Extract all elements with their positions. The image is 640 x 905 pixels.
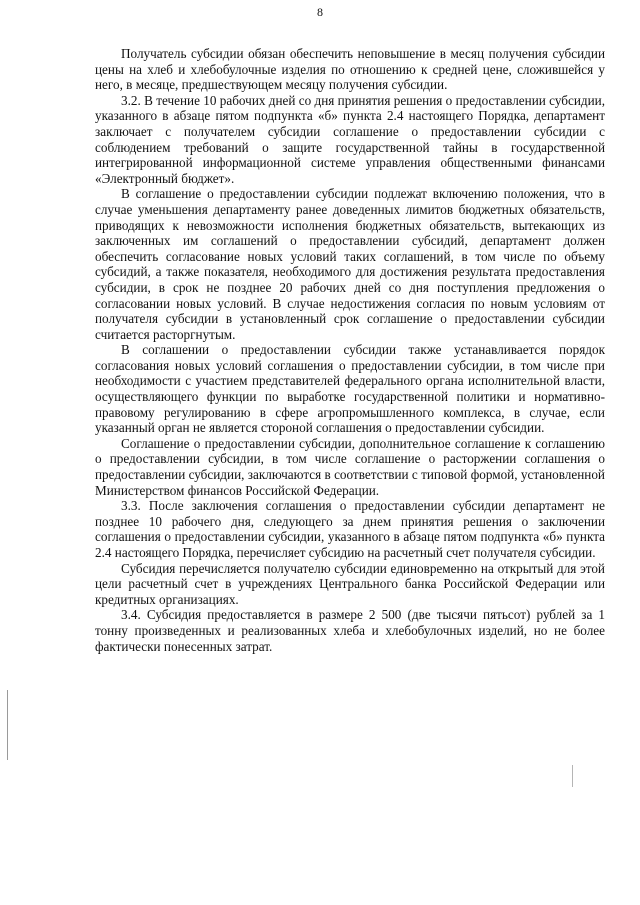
- paragraph-agreement-procedure: В соглашении о предоставлении субсидии также устанавливается порядок согласования новых условий соглашения о предоставлении субсидии, в том числе при необходимости с участием представителей федерального органа исполнительной власти, осуществляющего функции по выработке государственной политики и нормативно-правовому регулированию в сфере агропромышленного комплекса, в случае, если указанный орган не является стороной соглашения о предоставлении субсидии.: [95, 342, 605, 436]
- paragraph-3-2: 3.2. В течение 10 рабочих дней со дня принятия решения о предоставлении субсидии, указанного в абзаце пятом подпункта «б» пункта 2.4 настоящего Порядка, департамент заключает с получателем субсидии соглашение о предоставлении субсидии с соблюдением требований о защите государственной тайны в государственной интегрированной информационной системе управления общественными финансами «Электронный бюджет».: [95, 92, 605, 186]
- paragraph-transfer: Субсидия перечисляется получателю субсидии единовременно на открытый для этой цели расчетный счет в учреждениях Центрального банка Российской Федерации или кредитных организациях.: [95, 560, 605, 607]
- paragraph-price-obligation: Получатель субсидии обязан обеспечить неповышение в месяц получения субсидии цены на хлеб и хлебобулочные изделия по отношению к средней цене, сложившейся у него, в месяце, предшествующем месяцу получения субсидии.: [95, 46, 605, 93]
- paragraph-agreement-provisions: В соглашение о предоставлении субсидии подлежат включению положения, что в случае уменьшения департаменту ранее доведенных лимитов бюджетных обязательств, приводящих к невозможности исполнения бюджетных обязательств, вытекающих из заключенных им соглашений о предоставлении субсидий, департамент должен обеспечить согласование новых условий таких соглашений, в том числе по объему субсидий, а также показателя, необходимого для достижения результата предоставления субсидии, в срок не позднее 20 рабочих дней со дня поступления предложения о согласовании новых условий. В случае недостижения согласия по новым условиям от получателя субсидии в установленный срок соглашение о предоставлении субсидии считается расторгнутым.: [95, 186, 605, 342]
- paragraph-standard-form: Соглашение о предоставлении субсидии, дополнительное соглашение к соглашению о предоставлении субсидии, в том числе соглашение о расторжении соглашения о предоставлении субсидии, заключаются в соответствии с типовой формой, установленной Министерством финансов Российской Федерации.: [95, 435, 605, 498]
- page-number: 8: [317, 5, 323, 19]
- scan-artifact-right: [572, 765, 573, 787]
- paragraph-3-3: 3.3. После заключения соглашения о предоставлении субсидии департамент не позднее 10 рабочего дня, следующего за днем принятия решения о заключении соглашения о предоставлении субсидии, указанного в абзаце пятом подпункта «б» пункта 2.4 настоящего Порядка, перечисляет субсидию на расчетный счет получателя субсидии.: [95, 498, 605, 560]
- document-body: [95, 46, 605, 654]
- scan-artifact-left: [7, 690, 8, 760]
- paragraph-3-4: 3.4. Субсидия предоставляется в размере 2 500 (две тысячи пятьсот) рублей за 1 тонну произведенных и реализованных хлеба и хлебобулочных изделий, но не более фактически понесенных затрат.: [95, 607, 605, 654]
